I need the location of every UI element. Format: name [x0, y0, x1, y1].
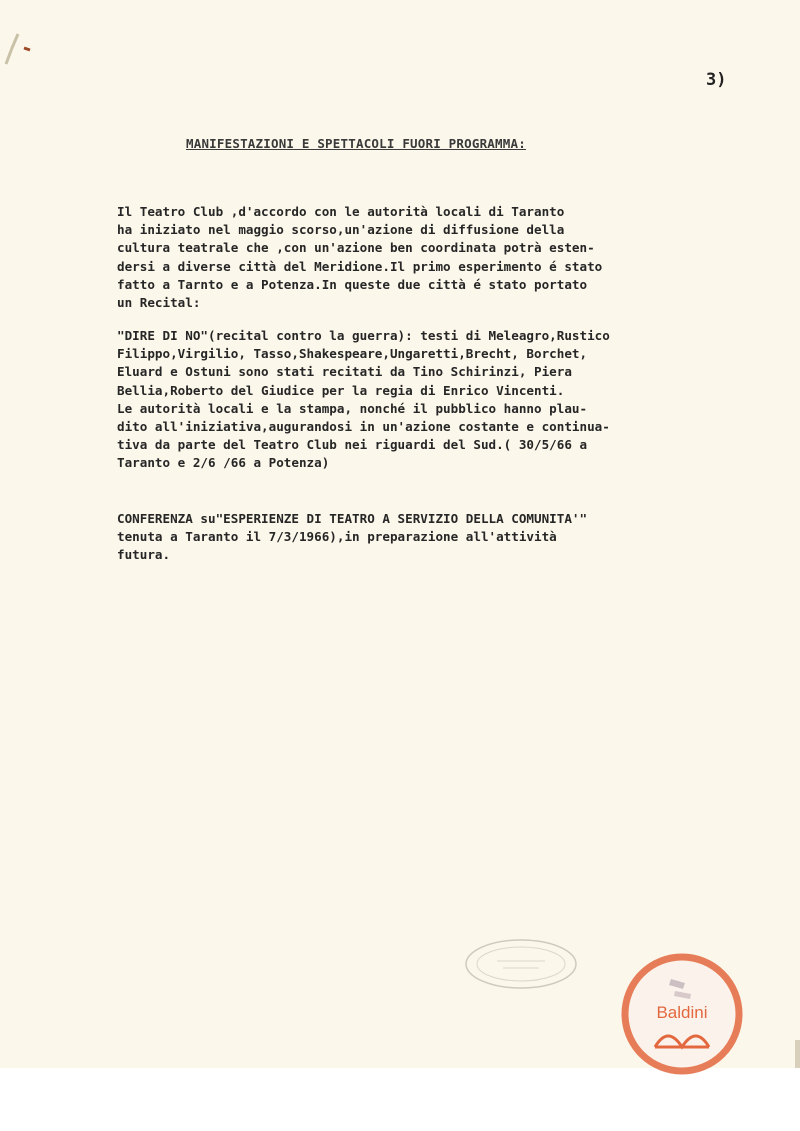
text-line: dersi a diverse città del Meridione.Il primo esperimento é stato: [117, 258, 603, 274]
text-line: dito all'iniziativa,augurandosi in un'azione costante e continua-: [117, 419, 610, 435]
corner-mark-icon: [2, 26, 32, 66]
text-line: Eluard e Ostuni sono stati recitati da Tino Schirinzi, Piera: [117, 364, 572, 380]
text-line: tenuta a Taranto il 7/3/1966),in preparazione all'attività: [117, 529, 557, 545]
text-line: Filippo,Virgilio, Tasso,Shakespeare,Ungaretti,Brecht, Borchet,: [117, 346, 588, 362]
text-line: CONFERENZA su"ESPERIENZE DI TEATRO A SERVIZIO DELLA COMUNITA'": [117, 511, 588, 526]
baldini-logo-icon: [619, 951, 745, 1077]
paragraph-intro: [117, 203, 767, 312]
text-line: Bellia,Roberto del Giudice per la regia di Enrico Vincenti.: [117, 382, 565, 398]
text-line: tiva da parte del Teatro Club nei riguardi del Sud.( 30/5/66 a: [117, 437, 588, 453]
text-line: Il Teatro Club ,d'accordo con le autorità locali di Taranto: [117, 204, 565, 219]
text-line: cultura teatrale che ,con un'azione ben coordinata potrà esten-: [117, 240, 595, 256]
stamp-icon: [463, 937, 579, 991]
text-line: ha iniziato nel maggio scorso,un'azione di diffusione della: [117, 222, 565, 238]
page-bottom-margin: [0, 1068, 800, 1131]
text-line: fatto a Tarnto e a Potenza.In queste due città é stato portato: [117, 276, 588, 292]
page-edge: [795, 1040, 800, 1068]
text-line: "DIRE DI NO"(recital contro la guerra): testi di Meleagro,Rustico: [117, 328, 610, 343]
text-line: futura.: [117, 547, 171, 563]
paragraph-recital: [117, 327, 767, 473]
text-line: Taranto e 2/6 /66 a Potenza): [117, 455, 330, 471]
logo-text: Baldini: [656, 1003, 708, 1022]
page-number: 3): [706, 70, 727, 90]
section-heading: MANIFESTAZIONI E SPETTACOLI FUORI PROGRAMMA:: [186, 136, 526, 151]
text-line: un Recital:: [117, 295, 201, 311]
paragraph-conference: [117, 510, 767, 565]
text-line: Le autorità locali e la stampa, nonché il pubblico hanno plau-: [117, 400, 588, 416]
